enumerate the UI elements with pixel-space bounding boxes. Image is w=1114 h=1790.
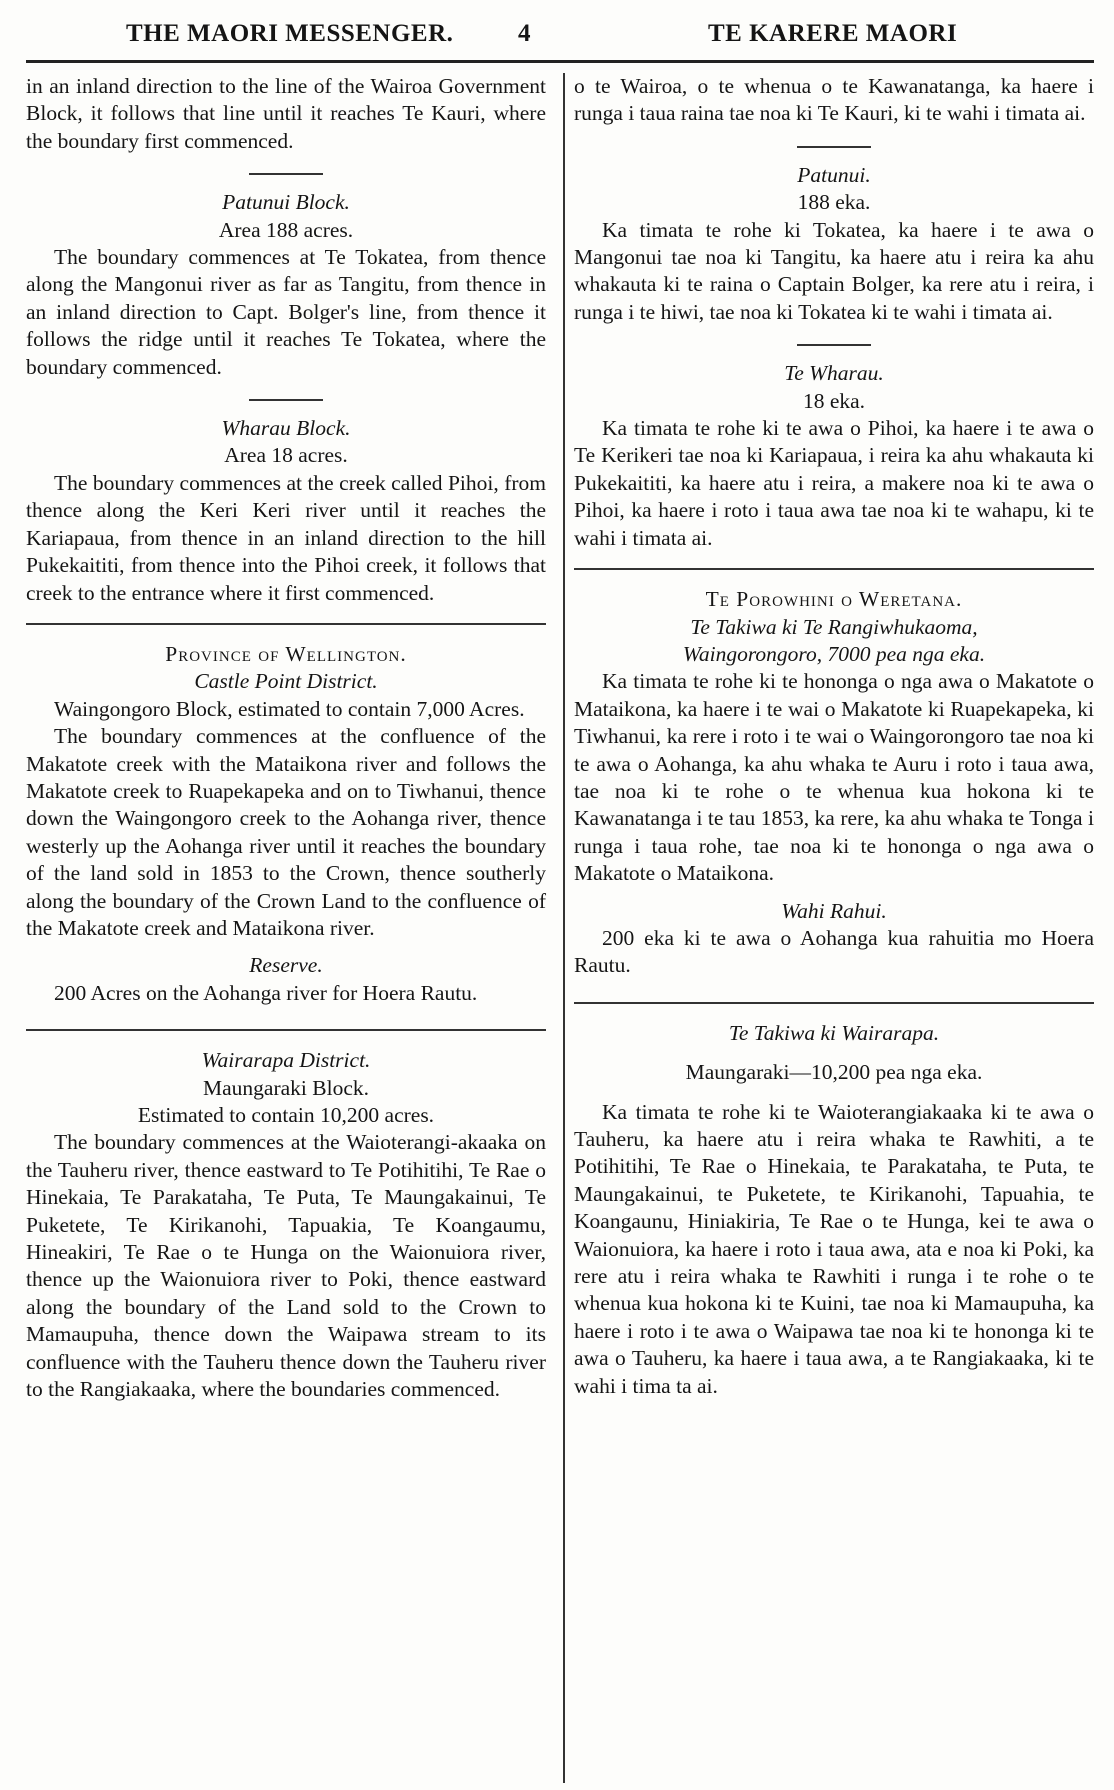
maori-intro-paragraph: o te Wairoa, o te whenua o te Kawanatanga, ka haere i runga i taua raina tae noa ki Te Kauri, ki te wahi i timata ai. [574,74,1094,126]
english-column [26,73,560,1403]
patunui-maori-area: 188 eka. [797,190,871,215]
wairarapa-district-heading: Wairarapa District. [201,1048,371,1073]
section-divider [249,173,323,175]
column-divider [563,73,565,1783]
wellington-province-heading: Province of Wellington. [165,641,407,666]
section-divider [574,1002,1094,1004]
wairarapa-maori-heading: Te Takiwa ki Wairarapa. [728,1020,940,1045]
wharau-maori-paragraph: Ka timata te rohe ki te awa o Pihoi, ka haere i te awa o Te Kerikeri tae noa ki Kariapaua, i reira ka ahu whakauta ki Pukekaititi, ka haere atu i reira, a makere noa ki te awa o Pihoi, ka haere i roto i taua awa tae noa ki te wahapu, ki te wahi i timata ai. [574,416,1094,550]
masthead-title-maori: TE KARERE MAORI [708,20,958,47]
section-divider [26,623,546,625]
section-divider [26,1029,546,1031]
reserve-paragraph: 200 Acres on the Aohanga river for Hoera Rautu. [54,980,478,1005]
maungaraki-maori-heading: Maungaraki—10,200 pea nga eka. [685,1060,983,1085]
patunui-area: Area 188 acres. [218,217,354,242]
spacer [574,1087,1094,1099]
rangiwhukaoma-district-heading: Te Takiwa ki Te Rangiwhukaoma, [690,614,978,639]
wahi-rahui-heading: Wahi Rahui. [781,898,887,923]
english-intro-paragraph: in an inland direction to the line of the Wairoa Government Block, it follows that line until it reaches Te Kauri, where the boundary first commenced. [26,74,546,153]
section-divider [797,344,871,346]
columns [26,73,1094,1403]
spacer [574,1047,1094,1059]
section-divider [797,146,871,148]
patunui-maori-paragraph: Ka timata te rohe ki Tokatea, ka haere i te awa o Mangonui tae noa ki Tangitu, ka haere atu i reira ka ahu whakauta ki te raina o Captain Bolger, ka rere atu i reira, i runga i te hiwi, tae noa ki Tokatea ki te wahi i timata ai. [574,217,1094,324]
maori-column [560,73,1094,1403]
wharau-maori-heading: Te Wharau. [784,361,884,386]
waingorongoro-paragraph: Ka timata te rohe ki te hononga o nga awa o Makatote o Mataikona, ka haere i te wai o Makatote ki Ruapekapeka, ki Tiwhanui, ka rere i roto i te wai o Waingorongoro tae noa ki te awa o Aohanga, ka ahu whaka te Auru i roto i taua awa, tae noa ki te rohe o te whenua kua hokona ki te Kawanatanga i te tau 1853, ka rere, ka ahu whaka te Tonga i runga i taua rohe, tae noa ki te hononga o nga awa o Makatote o Mataikona. [574,669,1094,886]
wharau-heading: Wharau Block. [221,416,351,441]
section-divider [249,399,323,401]
patunui-maori-heading: Patunui. [797,162,871,187]
wharau-paragraph: The boundary commences at the creek called Pihoi, from thence along the Keri Keri river until it reaches the Kariapaua, from thence in an inland direction to the hill Pukekaititi, from thence into the Pihoi creek, it follows that creek to the entrance where it first commenced. [26,470,546,605]
wahi-rahui-paragraph: 200 eka ki te awa o Aohanga kua rahuitia mo Hoera Rautu. [574,925,1094,978]
maungaraki-paragraph: The boundary commences at the Waioterangi-akaaka on the Tauheru river, thence eastward to Te Potihitihi, Te Rae o Hinekaia, Te Parakataha, Te Puta, Te Maungakainui, Te Puketete, Te Kirikanohi, Tapuakia, Te Koangaumu, Hineakiri, Te Rae o te Hunga on the Waionuiora river, thence up the Waionuiora river to Poki, thence eastward along the boundary of the Land sold to the Crown to Mamaupuha, thence down the Waipawa stream to its confluence with the Tauheru thence down the Tauheru river to the Rangiakaaka, where the boundaries commenced. [26,1130,546,1402]
page-number: 4 [518,20,531,47]
waingongoro-paragraph: The boundary commences at the confluence of the Makatote creek with the Mataikona river and follows the Makatote creek to Ruapekapeka and on to Tiwhanui, thence down the Waingongoro creek to the Aohanga river, thence westerly up the Aohanga river until it reaches the boundary of the land sold in 1853 to the Crown, thence southerly along the boundary of the Crown Land to the confluence of the Makatote creek and Mataikona river. [26,724,546,940]
waingongoro-block-line: Waingongoro Block, estimated to contain 7,000 Acres. [54,696,525,721]
waingorongoro-block-line: Waingorongoro, 7000 pea nga eka. [682,641,986,666]
patunui-heading: Patunui Block. [222,190,350,215]
reserve-heading: Reserve. [249,953,323,978]
masthead-title-english: THE MAORI MESSENGER. [126,20,454,47]
masthead [26,14,1094,63]
castle-point-district-heading: Castle Point District. [194,669,378,694]
maungaraki-block-heading: Maungaraki Block. [203,1075,369,1100]
maungaraki-estimate: Estimated to contain 10,200 acres. [137,1103,435,1127]
patunui-paragraph: The boundary commences at Te Tokatea, from thence along the Mangonui river as far as Tangitu, from thence in an inland direction to Capt. Bolger's line, from thence it follows the ridge until it reaches Te Tokatea, where the boundary commenced. [26,245,546,379]
weretana-province-heading: Te Porowhini o Weretana. [705,587,963,612]
wharau-maori-area: 18 eka. [802,388,866,413]
wharau-area: Area 18 acres. [224,443,348,468]
section-divider [574,568,1094,570]
maungaraki-maori-paragraph: Ka timata te rohe ki te Waioterangiakaaka ki te awa o Tauheru, ka haere atu i reira whaka te Rawhiti, a te Potihitihi, Te Rae o Hinekaia, te Parakataha, te Puta, te Maungakainui, te Puketete, te Kirikanohi, Tapuahia, te Koangaunu, Hiniakiria, Te Rae o te Hunga, kei te awa o Waionuiora, ka haere i roto i taua awa, ata e noa ki Poki, ka rere atu i reira whaka te Rawhiti i runga i te rohe o te whenua kua hokona ki te Kuini, tae noa ki Mamaupuha, ka haere i roto i te awa o Waipawa tae noa ki te hononga ki te awa o Tauheru, ka haere i taua awa, a te Rangiakaaka, ki te wahi i tima ta ai. [574,1099,1094,1398]
